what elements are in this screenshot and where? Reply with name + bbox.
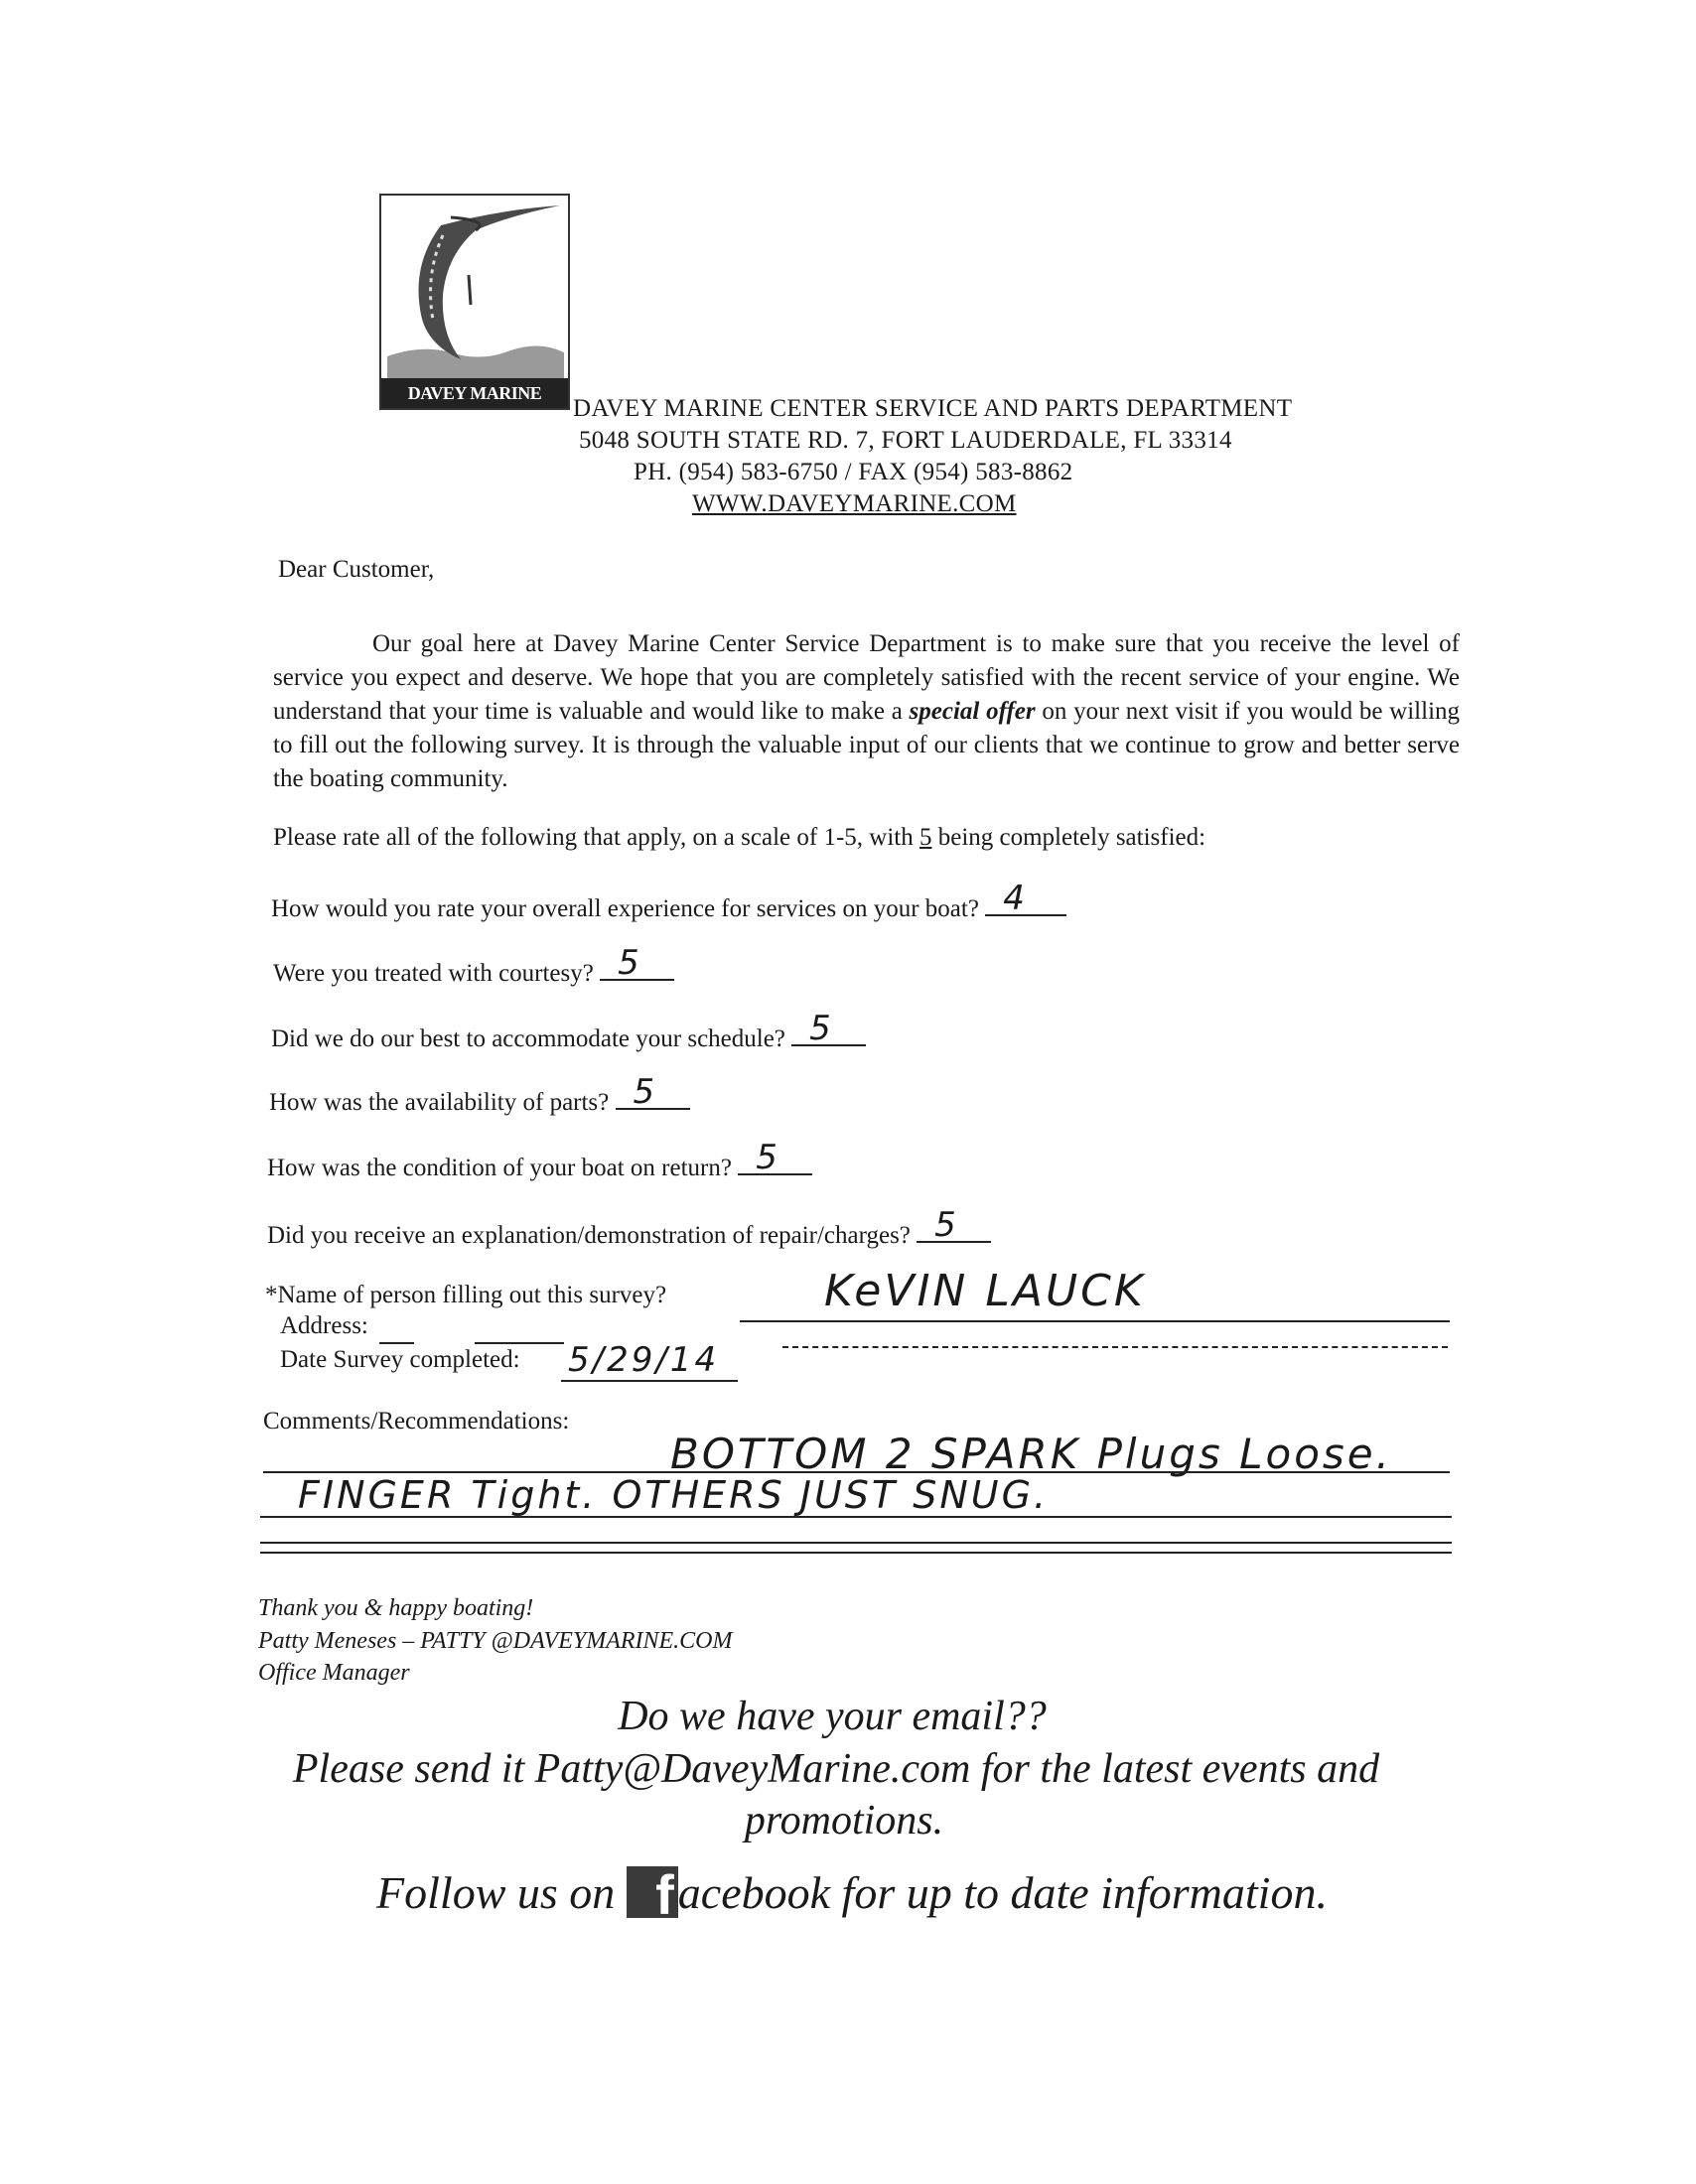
question-text: Were you treated with courtesy? — [273, 960, 594, 987]
question-parts — [269, 1072, 690, 1117]
answer-value: 5 — [756, 1138, 777, 1177]
promo-facebook — [8, 1863, 1696, 1926]
greeting: Dear Customer, — [278, 556, 435, 583]
intro-paragraph — [273, 627, 1460, 796]
signoff-name: Patty Meneses – PATTY @DAVEYMARINE.COM — [258, 1628, 733, 1654]
question-text: How would you rate your overall experience for services on your boat? — [271, 895, 979, 922]
answer-field[interactable] — [616, 1072, 690, 1112]
follow-after: acebook for up to date information. — [677, 1867, 1328, 1918]
comments-line2: FINGER Tight. OTHERS JUST SNUG. — [298, 1473, 1050, 1517]
date-label: Date Survey completed: — [280, 1346, 520, 1373]
question-text: How was the availability of parts? — [269, 1089, 610, 1116]
address-line-3[interactable] — [782, 1346, 1448, 1348]
answer-field[interactable] — [738, 1138, 812, 1177]
promo-email-request-cont: promotions. — [744, 1798, 944, 1843]
answer-value: 5 — [934, 1205, 956, 1245]
intro-part2: on your next visit if you would be willing to fill out the following survey. It is through the valuable input of our clients that we continue to grow and better serve the boating community. — [273, 698, 1461, 792]
answer-field[interactable] — [600, 943, 674, 983]
signoff-thanks: Thank you & happy boating! — [258, 1595, 534, 1621]
name-label: *Name of person filling out this survey? — [265, 1282, 667, 1308]
header-department: DAVEY MARINE CENTER SERVICE AND PARTS DEPARTMENT — [573, 395, 1293, 422]
address-line-1[interactable] — [379, 1342, 414, 1344]
follow-before: Follow us on — [376, 1867, 627, 1918]
promo-email-request: Please send it Patty@DaveyMarine.com for the latest events and — [292, 1746, 1380, 1792]
intro-part1: Our goal here at Davey Marine Center Service Department is to make sure that you receive the level of service you expect and deserve. We hope that you are completely satisfied with the recent service of your engine. We understand that your time is valuable and would like to make a — [273, 630, 1460, 725]
signoff-title: Office Manager — [258, 1660, 410, 1686]
facebook-icon[interactable]: f — [627, 1866, 678, 1918]
comments-rule-2[interactable] — [260, 1516, 1452, 1518]
question-schedule — [271, 1009, 866, 1053]
answer-field[interactable] — [917, 1205, 991, 1245]
address-line-2[interactable] — [475, 1342, 564, 1344]
marlin-logo-icon — [381, 196, 568, 408]
header-address: 5048 SOUTH STATE RD. 7, FORT LAUDERDALE, FL 33314 — [579, 427, 1232, 454]
instructions-before: Please rate all of the following that apply, on a scale of 1-5, with — [273, 824, 919, 851]
question-text: Did you receive an explanation/demonstration of repair/charges? — [267, 1222, 911, 1249]
comments-line1: BOTTOM 2 SPARK Plugs Loose. — [670, 1430, 1392, 1478]
question-explanation — [267, 1205, 991, 1250]
answer-value: 5 — [809, 1009, 831, 1048]
answer-value: 5 — [618, 943, 639, 983]
name-line[interactable] — [740, 1320, 1450, 1322]
question-condition — [267, 1138, 812, 1182]
comments-rule-4[interactable] — [260, 1552, 1452, 1554]
name-row — [265, 1282, 666, 1309]
question-courtesy — [273, 943, 674, 988]
header-phone-fax: PH. (954) 583-6750 / FAX (954) 583-8862 — [634, 459, 1073, 485]
logo-band-text: DAVEY MARINE CENTER — [381, 378, 568, 408]
name-value: KeVIN LAUCK — [824, 1266, 1146, 1316]
answer-value: 4 — [1003, 879, 1025, 918]
answer-value: 5 — [633, 1072, 655, 1112]
special-offer: special offer — [909, 698, 1036, 725]
answer-field[interactable] — [791, 1009, 866, 1048]
date-value: 5/29/14 — [568, 1340, 720, 1380]
date-line[interactable] — [561, 1380, 738, 1382]
address-label: Address: — [280, 1312, 368, 1339]
answer-field[interactable] — [985, 879, 1066, 918]
promo-email-question: Do we have your email?? — [618, 1694, 1047, 1739]
instructions-after: being completely satisfied: — [931, 824, 1206, 851]
comments-label: Comments/Recommendations: — [263, 1408, 570, 1434]
question-text: Did we do our best to accommodate your schedule? — [271, 1025, 785, 1052]
question-text: How was the condition of your boat on return? — [267, 1155, 732, 1181]
rating-instructions — [273, 821, 1205, 855]
comments-rule-3[interactable] — [260, 1542, 1452, 1544]
question-overall — [271, 879, 1066, 923]
header-website-link[interactable]: WWW.DAVEYMARINE.COM — [692, 490, 1017, 517]
instructions-five: 5 — [919, 824, 932, 851]
company-logo — [379, 194, 570, 433]
